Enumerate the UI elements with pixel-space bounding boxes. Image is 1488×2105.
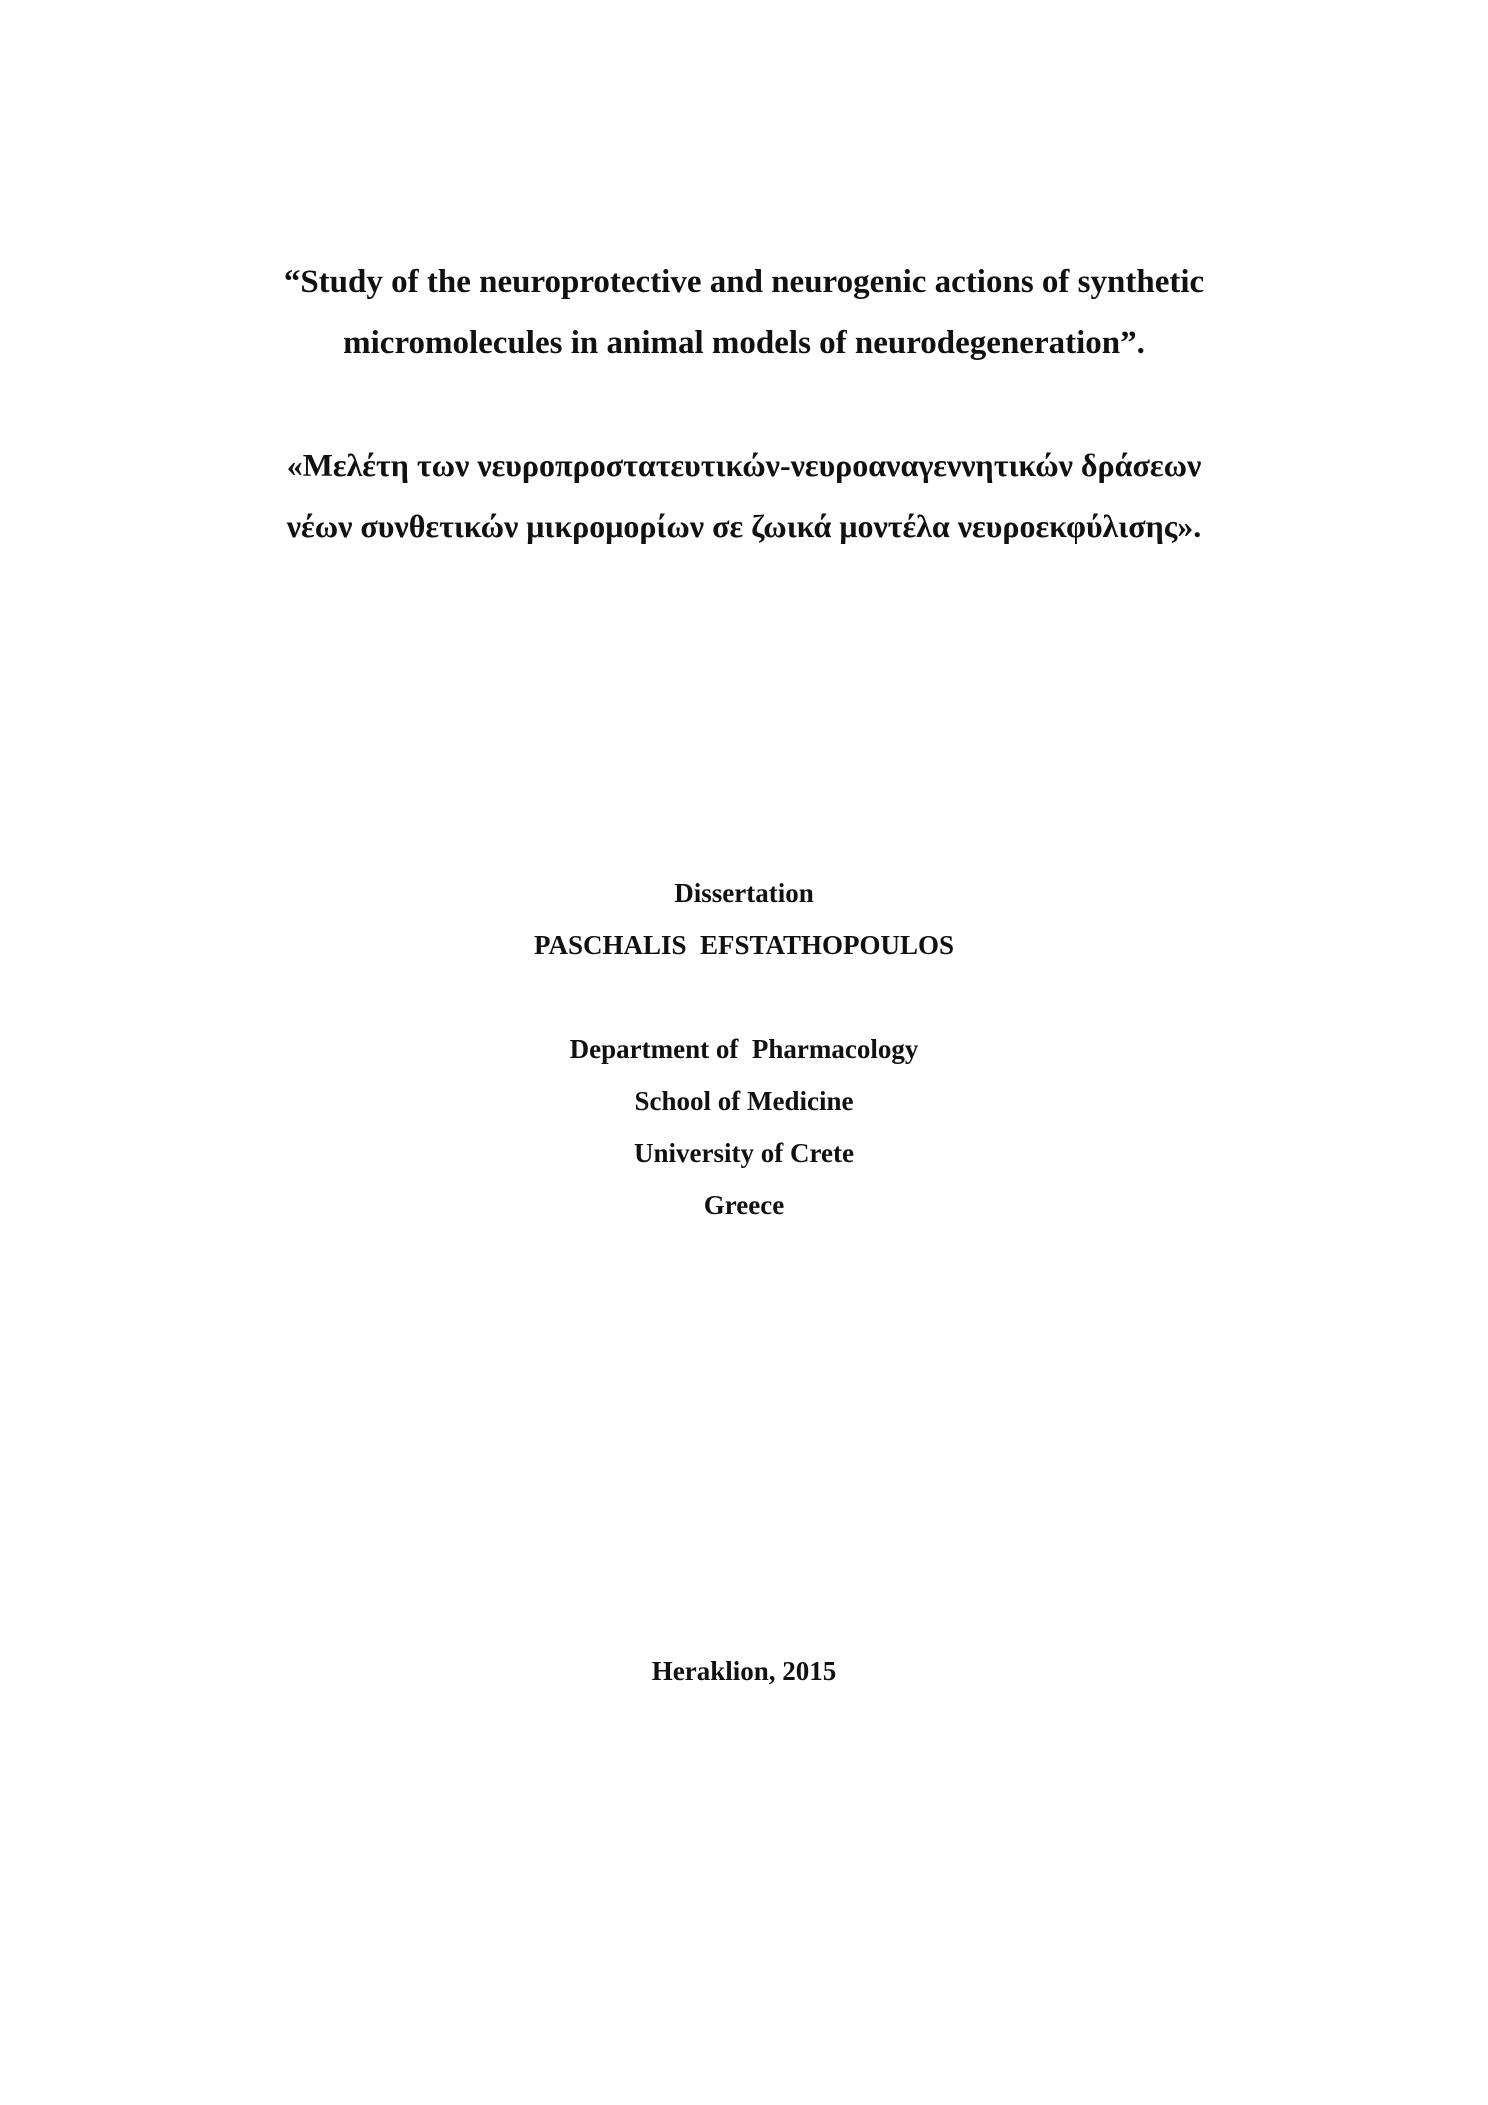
- english-title-line-2: micromolecules in animal models of neurodegeneration”.: [343, 325, 1145, 361]
- university: University of Crete: [634, 1138, 854, 1168]
- department: Department of Pharmacology: [569, 1034, 919, 1064]
- school: School of Medicine: [634, 1086, 854, 1116]
- greek-title-line-1: «Μελέτη των νευροπροστατευτικών-νευροαναγεννητικών δράσεων: [286, 447, 1202, 483]
- place-and-year: Heraklion, 2015: [651, 1656, 837, 1686]
- greek-title-line-2: νέων συνθετικών μικρομορίων σε ζωικά μοντέλα νευροεκφύλισης».: [286, 508, 1202, 544]
- english-title-line-1: “Study of the neuroprotective and neurogenic actions of synthetic: [283, 264, 1205, 300]
- document-type: Dissertation: [674, 878, 814, 908]
- country: Greece: [703, 1190, 785, 1220]
- author-name: PASCHALIS EFSTATHOPOULOS: [533, 930, 955, 960]
